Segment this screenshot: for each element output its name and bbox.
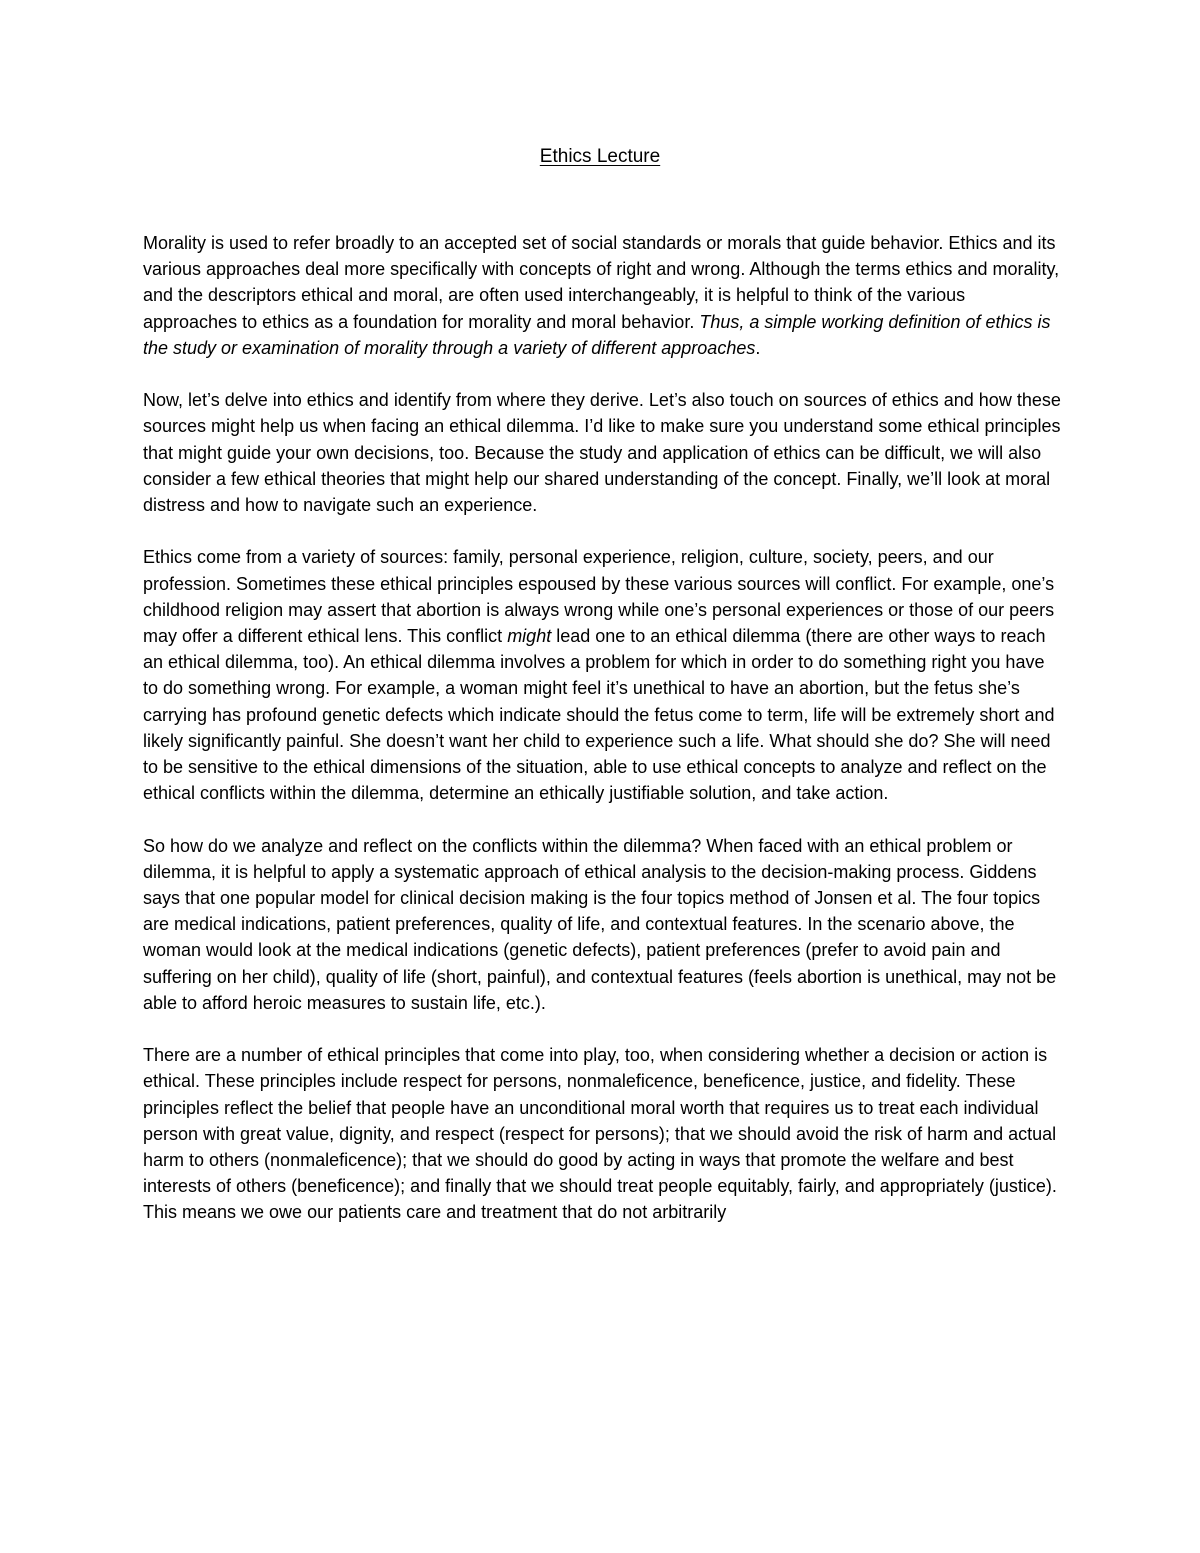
paragraph-sources-of-ethics	[143, 544, 1061, 806]
paragraph-1-text: Morality is used to refer broadly to an accepted set of social standards or morals that guide behavior. Ethics and its various approaches deal more specifically with concepts of right and wrong. Although the terms ethics and morality, and the descriptors ethical and moral, are often used interchangeably, it is helpful to think of the various approaches to ethics as a foundation for morality and moral behavior.	[143, 233, 1060, 332]
paragraph-1-period: .	[755, 337, 761, 358]
paragraph-morality-definition	[143, 230, 1061, 361]
document-body	[143, 230, 1061, 1226]
document-title-text: Ethics Lecture	[539, 146, 661, 167]
paragraph-lecture-overview: Now, let’s delve into ethics and identify from where they derive. Let’s also touch on sources of ethics and how these sources might help us when facing an ethical dilemma. I’d like to make sure you understand some ethical principles that might guide your own decisions, too. Because the study and application of ethics can be difficult, we will also consider a few ethical theories that might help our shared understanding of the concept. Finally, we’ll look at moral distress and how to navigate such an experience.	[143, 390, 1061, 516]
paragraph-3-text-end: lead one to an ethical dilemma (there are other ways to reach an ethical dilemma, too). An ethical dilemma involves a problem for which in order to do something right you have to do something wrong. For example, a woman might feel it’s unethical to have an abortion, but the fetus she’s carrying has profound genetic defects which indicate should the fetus come to term, life will be extremely short and likely significantly painful. She doesn’t want her child to experience such a life. What should she do? She will need to be sensitive to the ethical dimensions of the situation, able to use ethical concepts to analyze and reflect on the ethical conflicts within the dilemma, determine an ethically justifiable solution, and take action.	[143, 626, 1055, 804]
document-title	[0, 144, 1200, 170]
paragraph-four-topics-method: So how do we analyze and reflect on the conflicts within the dilemma? When faced with an ethical problem or dilemma, it is helpful to apply a systematic approach of ethical analysis to the decision-making process. Giddens says that one popular model for clinical decision making is the four topics method of Jonsen et al. The four topics are medical indications, patient preferences, quality of life, and contextual features. In the scenario above, the woman would look at the medical indications (genetic defects), patient preferences (prefer to avoid pain and suffering on her child), quality of life (short, painful), and contextual features (feels abortion is unethical, may not be able to afford heroic measures to sustain life, etc.).	[143, 835, 1057, 1013]
paragraph-ethical-principles: There are a number of ethical principles that come into play, too, when considering whether a decision or action is ethical. These principles include respect for persons, nonmaleficence, beneficence, justice, and fidelity. These principles reflect the belief that people have an unconditional moral worth that requires us to treat each individual person with great value, dignity, and respect (respect for persons); that we should avoid the risk of harm and actual harm to others (nonmaleficence); that we should do good by acting in ways that promote the welfare and best interests of others (beneficence); and finally that we should treat people equitably, fairly, and appropriately (justice). This means we owe our patients care and treatment that do not arbitrarily	[143, 1045, 1057, 1223]
paragraph-1-italic-definition: Thus, a simple working definition of ethics is the study or examination of morality through a variety of different approaches	[143, 311, 1051, 358]
paragraph-3-italic-might: might	[507, 626, 552, 647]
paragraph-3-text-start: Ethics come from a variety of sources: family, personal experience, religion, culture, society, peers, and our profession. Sometimes these ethical principles espoused by these various sources will conflict. For example, one’s childhood religion may assert that abortion is always wrong while one’s personal experiences or those of our peers may offer a different ethical lens. This conflict	[143, 547, 1055, 647]
